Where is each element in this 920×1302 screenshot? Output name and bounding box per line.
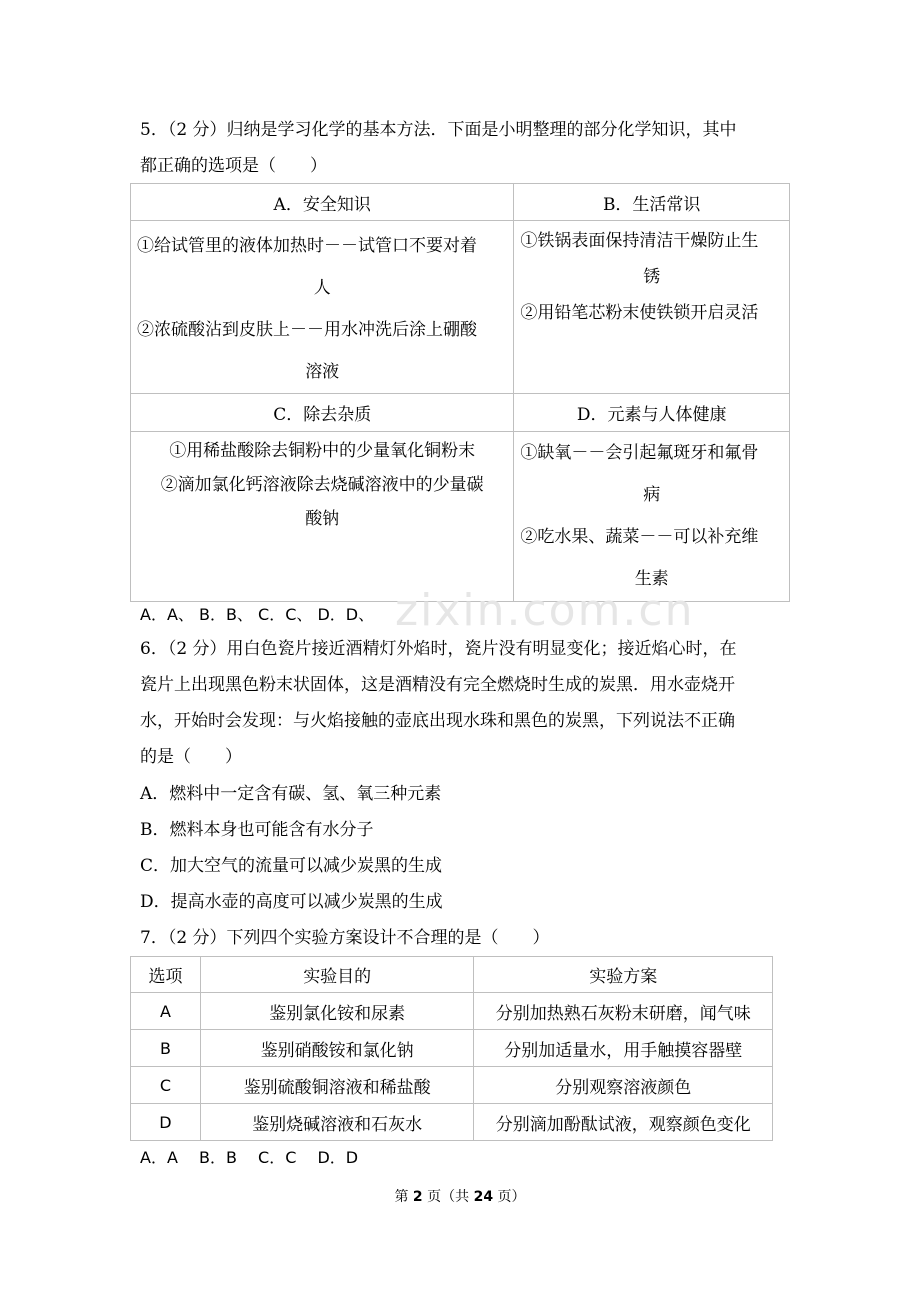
q6-option-a: A．燃料中一定含有碳、氢、氧三种元素 bbox=[140, 784, 442, 804]
q7-cell-option: C bbox=[131, 1067, 201, 1104]
q7-cell-plan: 分别加热熟石灰粉末研磨，闻气味 bbox=[474, 993, 773, 1030]
q7-cell-option: D bbox=[131, 1104, 201, 1141]
table-row bbox=[131, 1067, 773, 1104]
q5-b-item: ①铁锅表面保持清洁干燥防止生 bbox=[520, 231, 759, 251]
q6-stem-line: 瓷片上出现黑色粉末状固体，这是酒精没有完全燃烧时生成的炭黑．用水壶烧开 bbox=[140, 675, 735, 695]
q7-cell-plan: 分别加适量水，用手触摸容器壁 bbox=[474, 1030, 773, 1067]
q5-a-item: 人 bbox=[313, 278, 331, 298]
q7-cell-purpose: 鉴别氯化铵和尿素 bbox=[200, 993, 474, 1030]
q5-b-body bbox=[514, 221, 790, 394]
table-row bbox=[131, 993, 773, 1030]
q6-option-c: C．加大空气的流量可以减少炭黑的生成 bbox=[140, 856, 443, 876]
q5-c-body bbox=[131, 432, 514, 602]
q7-header-plan: 实验方案 bbox=[474, 957, 773, 993]
q5-c-item: ①用稀盐酸除去铜粉中的少量氧化铜粉末 bbox=[169, 441, 476, 461]
q5-c-head: C．除去杂质 bbox=[131, 394, 514, 432]
q6-stem-line: 水，开始时会发现：与火焰接触的壶底出现水珠和黑色的炭黑，下列说法不正确 bbox=[140, 711, 735, 731]
q7-cell-plan: 分别滴加酚酞试液，观察颜色变化 bbox=[474, 1104, 773, 1141]
q7-cell-purpose: 鉴别硫酸铜溶液和稀盐酸 bbox=[200, 1067, 474, 1104]
watermark: zixin.com.cn bbox=[395, 585, 695, 636]
q7-stem: 7．（2 分）下列四个实验方案设计不合理的是（ ） bbox=[140, 928, 550, 948]
q7-header-option: 选项 bbox=[131, 957, 201, 993]
footer-page-number: 2 bbox=[412, 1189, 423, 1205]
q7-cell-purpose: 鉴别硝酸铵和氯化钠 bbox=[200, 1030, 474, 1067]
q5-a-item: ①给试管里的液体加热时－－试管口不要对着 bbox=[137, 236, 477, 256]
q5-b-item: 锈 bbox=[643, 267, 661, 287]
q7-header-purpose: 实验目的 bbox=[200, 957, 474, 993]
q6-stem-line: 的是（ ） bbox=[140, 747, 242, 767]
q5-a-head: A．安全知识 bbox=[131, 184, 514, 221]
q5-b-item: ②用铅笔芯粉末使铁锁开启灵活 bbox=[520, 303, 759, 323]
footer-page-total: 24 bbox=[473, 1189, 494, 1205]
footer-post: 页） bbox=[493, 1189, 526, 1205]
q6-option-b: B．燃料本身也可能含有水分子 bbox=[140, 820, 374, 840]
q5-stem-line1: 5．（2 分）归纳是学习化学的基本方法．下面是小明整理的部分化学知识，其中 bbox=[140, 120, 737, 140]
table-row bbox=[131, 1030, 773, 1067]
q5-c-item: 酸钠 bbox=[305, 509, 340, 529]
q5-a-item: ②浓硫酸沾到皮肤上－－用水冲洗后涂上硼酸 bbox=[137, 320, 477, 340]
q5-b-head: B．生活常识 bbox=[514, 184, 790, 221]
q5-d-head: D．元素与人体健康 bbox=[514, 394, 790, 432]
q5-d-item: ②吃水果、蔬菜－－可以补充维 bbox=[520, 527, 759, 547]
footer-pre: 第 bbox=[394, 1189, 413, 1205]
q7-cell-option: A bbox=[131, 993, 201, 1030]
q5-a-item: 溶液 bbox=[305, 362, 340, 382]
q7-options: A．A B．B C．C D．D bbox=[140, 1148, 359, 1167]
q5-d-item: ①缺氧－－会引起氟斑牙和氟骨 bbox=[520, 443, 759, 463]
q7-cell-plan: 分别观察溶液颜色 bbox=[474, 1067, 773, 1104]
q7-cell-purpose: 鉴别烧碱溶液和石灰水 bbox=[200, 1104, 474, 1141]
q5-d-body bbox=[514, 432, 790, 602]
q7-cell-option: B bbox=[131, 1030, 201, 1067]
footer-mid: 页（共 bbox=[422, 1189, 474, 1205]
q5-c-item: ②滴加氯化钙溶液除去烧碱溶液中的少量碳 bbox=[160, 475, 484, 495]
q5-a-body bbox=[131, 221, 514, 394]
q5-options: A．A、 B．B、 C．C、 D．D、 bbox=[140, 605, 375, 624]
q5-table bbox=[130, 183, 790, 602]
q5-d-item: 生素 bbox=[634, 569, 669, 589]
page-footer bbox=[0, 1186, 920, 1206]
table-row bbox=[131, 1104, 773, 1141]
q5-stem-line2: 都正确的选项是（ ） bbox=[140, 156, 327, 176]
q6-stem-line: 6．（2 分）用白色瓷片接近酒精灯外焰时，瓷片没有明显变化；接近焰心时，在 bbox=[140, 639, 737, 659]
q6-option-d: D．提高水壶的高度可以减少炭黑的生成 bbox=[140, 892, 443, 912]
q7-table bbox=[130, 956, 773, 1141]
q5-d-item: 病 bbox=[643, 485, 661, 505]
